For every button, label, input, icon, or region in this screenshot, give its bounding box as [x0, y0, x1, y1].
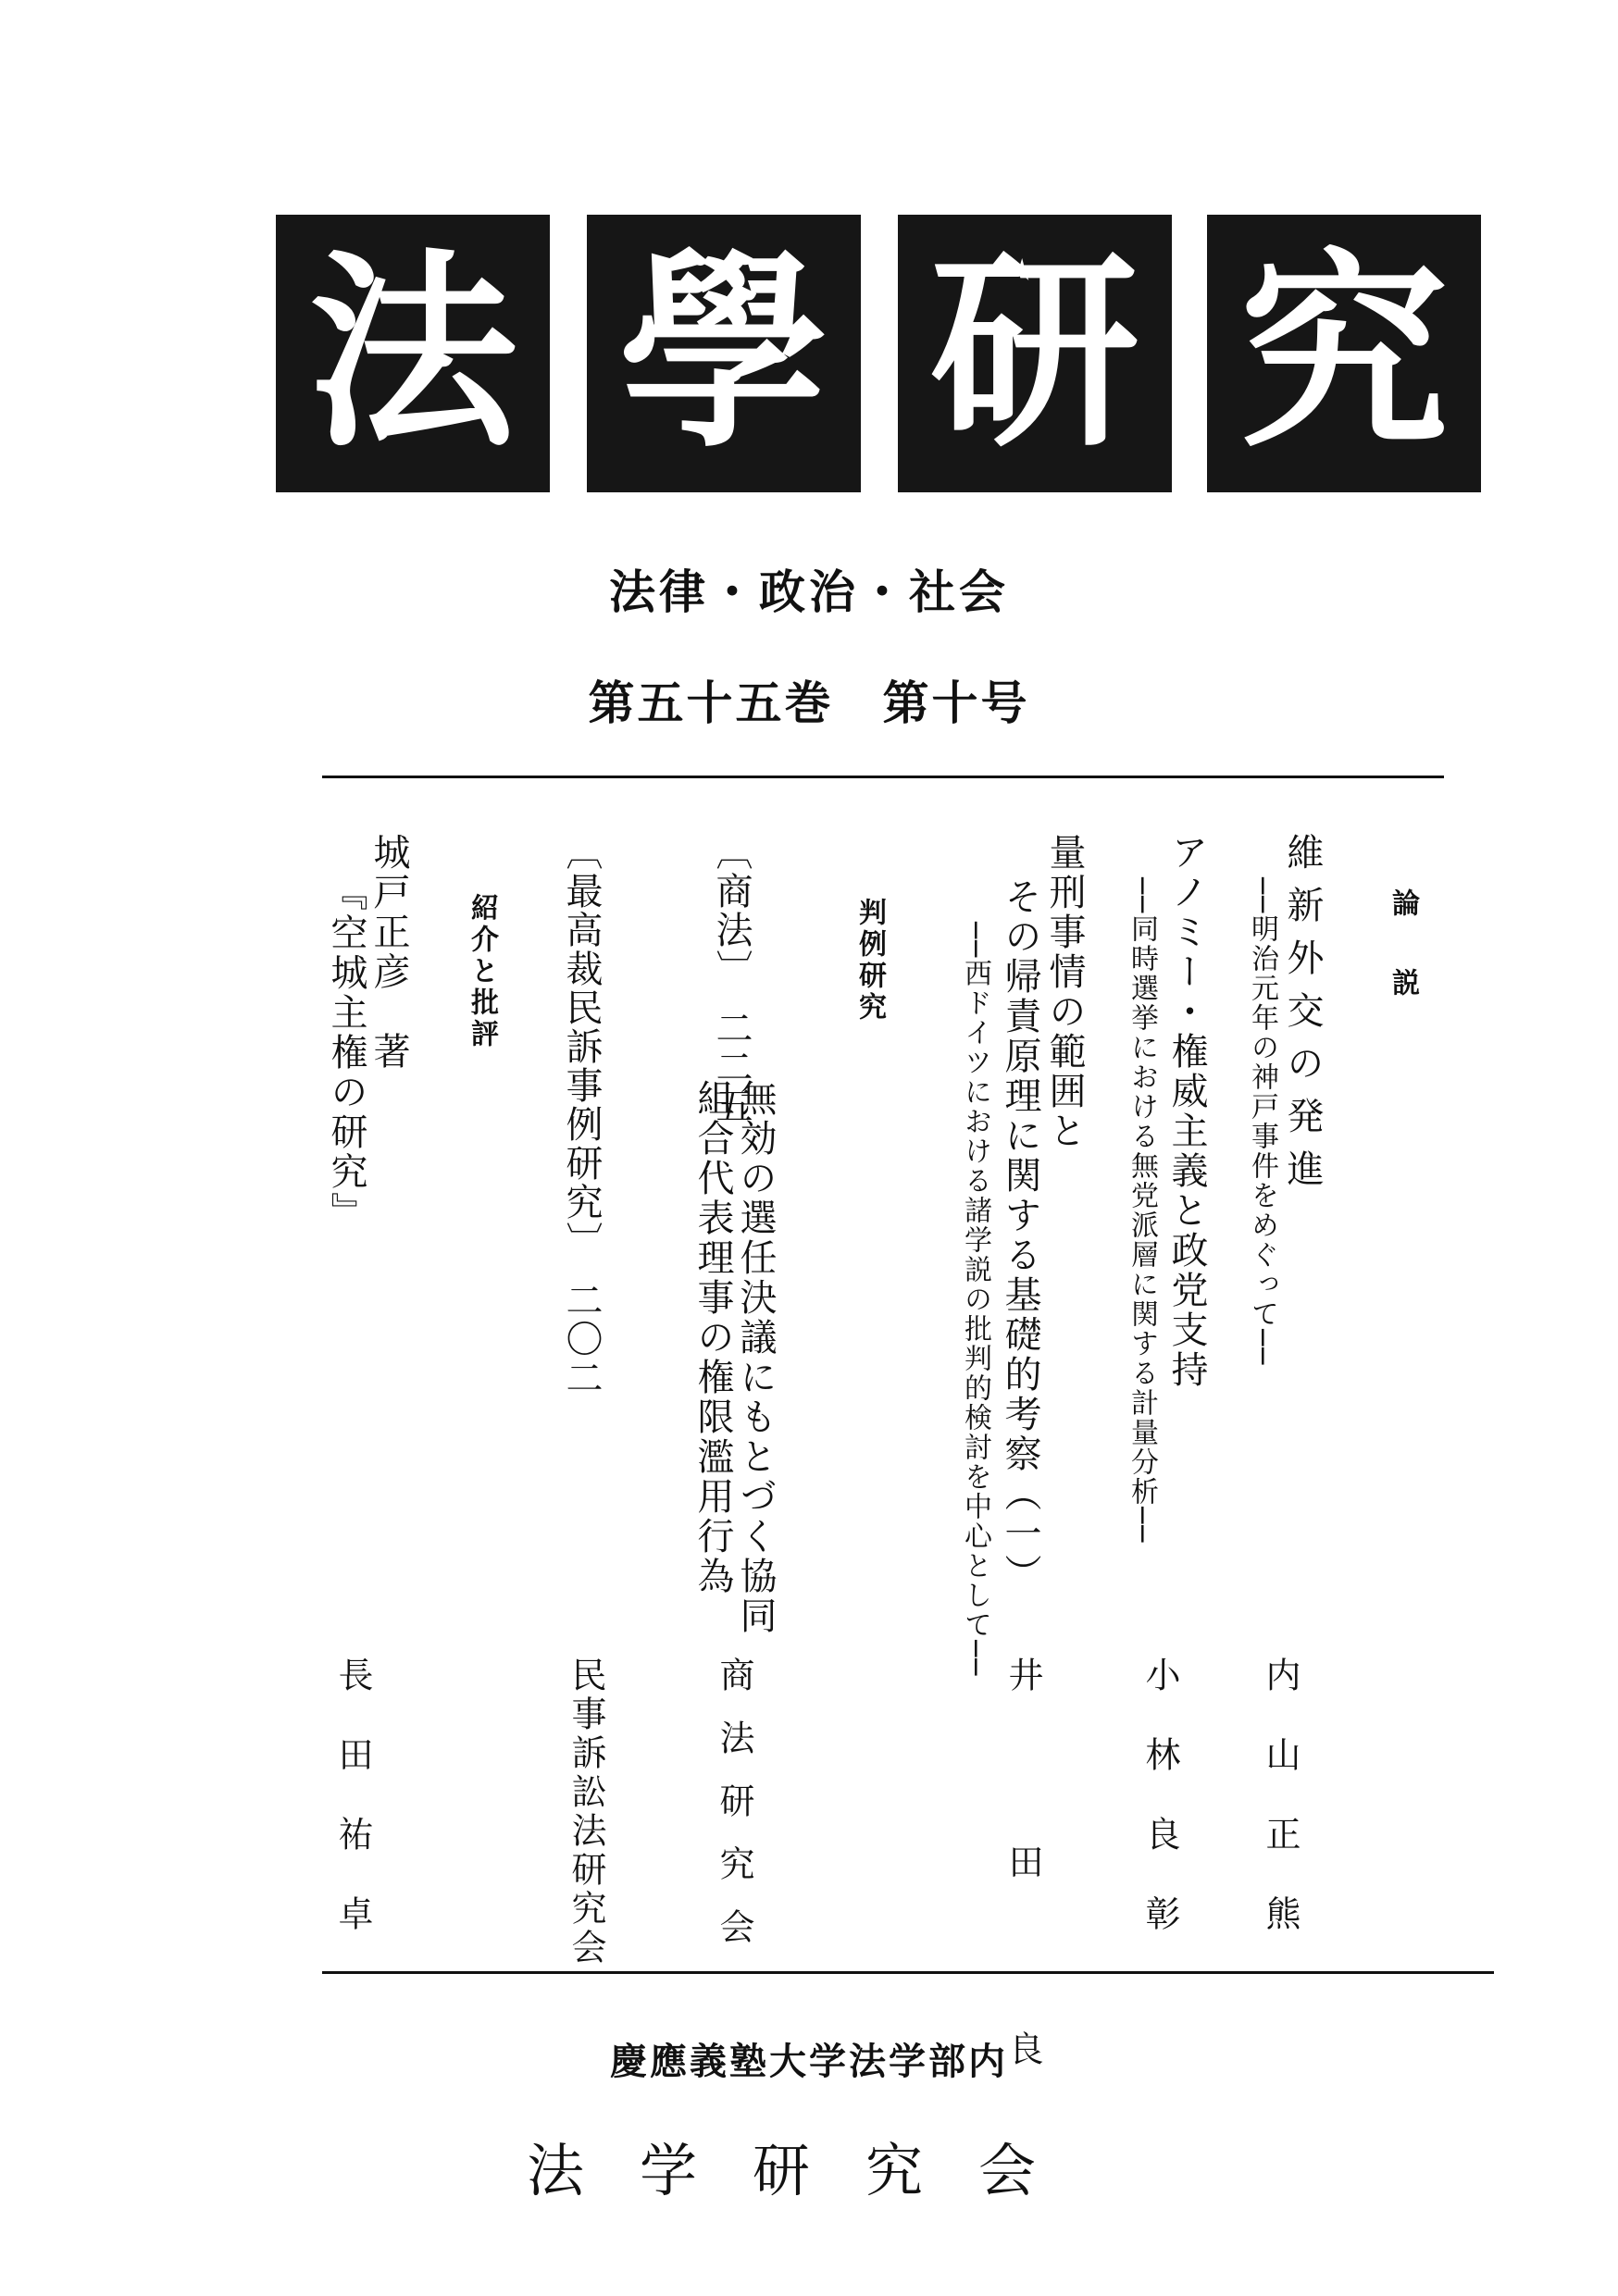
case-1-author: 商法研究会 — [714, 1657, 754, 1971]
top-rule — [322, 776, 1444, 778]
publisher-name: 法学研究会 — [526, 2137, 1091, 2204]
section-heading-hanrei: 判例研究 — [853, 898, 886, 1024]
review-line-1: 城戸正彦 著 — [367, 833, 410, 1072]
article-1-title: 維新外交の発進 — [1281, 833, 1324, 1202]
volume-number: 第五十五巻 第十号 — [588, 676, 1030, 730]
section-heading-shokai: 紹介と批評 — [466, 893, 498, 1050]
article-3-author: 井田良 — [1002, 1657, 1043, 2217]
article-2-title: アノミー・権威主義と政党支持 — [1165, 833, 1208, 1390]
case-2-author: 民事訴訟法研究会 — [566, 1657, 606, 1967]
review-author: 長田祐卓 — [332, 1657, 373, 1975]
bottom-rule — [322, 1971, 1494, 1974]
case-1-title-line-2: 組合代表理事の権限濫用行為 — [691, 1079, 734, 1596]
masthead-char-2: 學 — [587, 215, 861, 492]
article-3-title-line-2: その帰責原理に関する基礎的考察（一） — [999, 877, 1041, 1594]
article-1-subtitle: ──明治元年の神戸事件をめぐって── — [1246, 877, 1278, 1367]
article-2-author: 小林良彰 — [1139, 1657, 1180, 1975]
article-1-author: 内山正熊 — [1260, 1657, 1301, 1975]
case-2-label: 〔最高裁民訴事例研究〕 二〇二 — [560, 833, 603, 1397]
review-line-2: 『空城主権の研究』 — [325, 874, 367, 1232]
masthead-char-1: 法 — [276, 215, 550, 492]
article-3-subtitle: ──西ドイツにおける諸学説の批判的検討を中心として── — [959, 922, 991, 1678]
article-3-title-line-1: 量刑事情の範囲と — [1043, 833, 1086, 1151]
publisher-address: 慶應義塾大学法学部内 — [610, 2041, 1008, 2083]
case-1-label: 〔商法〕 二二五 — [710, 833, 753, 1125]
journal-subtitle: 法律・政治・社会 — [609, 565, 1009, 619]
masthead-char-3: 研 — [898, 215, 1172, 492]
section-heading-ronsetsu: 論説 — [1387, 888, 1419, 1048]
article-2-subtitle: ──同時選挙における無党派層に関する計量分析── — [1126, 877, 1158, 1545]
masthead-char-4: 究 — [1207, 215, 1481, 492]
case-1-title-line-1: 無効の選任決議にもとづく協同 — [734, 1079, 777, 1636]
